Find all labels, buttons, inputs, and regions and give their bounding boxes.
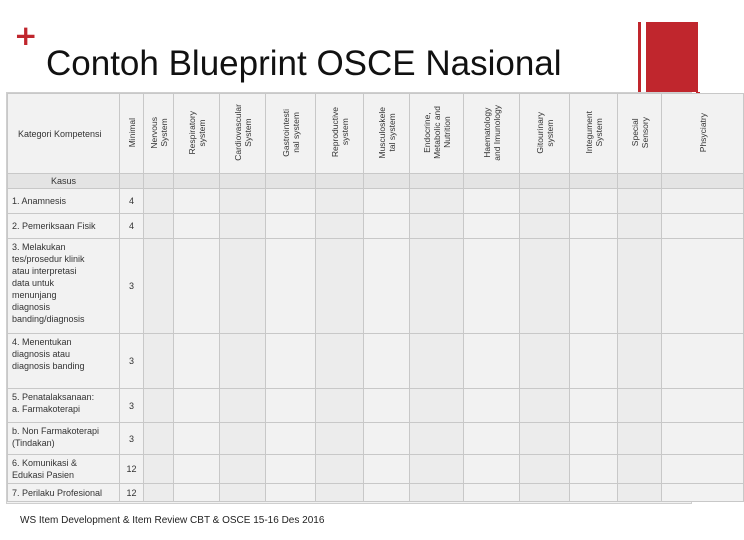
empty-cell <box>570 484 618 502</box>
empty-cell <box>618 389 662 423</box>
empty-cell <box>464 455 520 484</box>
table-row <box>8 455 744 484</box>
empty-cell <box>520 455 570 484</box>
empty-cell <box>662 214 744 239</box>
empty-cell <box>618 423 662 455</box>
empty-cell <box>618 334 662 389</box>
corner-label: Kategori Kompetensi <box>8 94 120 174</box>
slide-footer: WS Item Development & Item Review CBT & OSCE 15-16 Des 2016 <box>20 515 325 526</box>
empty-cell <box>266 239 316 334</box>
empty-cell <box>520 334 570 389</box>
empty-cell <box>174 389 220 423</box>
blueprint-table <box>7 93 744 502</box>
empty-cell <box>144 484 174 502</box>
header-system <box>464 94 520 174</box>
row-label: 3. Melakukan tes/prosedur klinik atau interpretasi data untuk menunjang diagnosis banding/diagnosis <box>8 239 120 334</box>
row-label: 1. Anamnesis <box>8 189 120 214</box>
empty-cell <box>316 239 364 334</box>
empty-cell <box>144 189 174 214</box>
empty-cell <box>570 214 618 239</box>
header-system <box>618 94 662 174</box>
empty-cell <box>410 189 464 214</box>
empty-cell <box>174 455 220 484</box>
empty-cell <box>364 214 410 239</box>
empty-cell <box>316 455 364 484</box>
kasus-cell <box>316 174 364 189</box>
empty-cell <box>464 389 520 423</box>
header-system <box>266 94 316 174</box>
empty-cell <box>410 455 464 484</box>
plus-mark: + <box>14 19 38 52</box>
empty-cell <box>410 389 464 423</box>
header-system <box>220 94 266 174</box>
header-system-text: Haematology and Imunology <box>481 104 502 161</box>
empty-cell <box>266 189 316 214</box>
empty-cell <box>316 423 364 455</box>
empty-cell <box>662 334 744 389</box>
header-system <box>364 94 410 174</box>
header-system <box>316 94 364 174</box>
empty-cell <box>364 455 410 484</box>
empty-cell <box>174 484 220 502</box>
kasus-cell <box>144 174 174 189</box>
empty-cell <box>266 423 316 455</box>
empty-cell <box>364 423 410 455</box>
header-minimal-text: Minimal <box>126 117 137 148</box>
table-row <box>8 214 744 239</box>
kasus-cell <box>266 174 316 189</box>
empty-cell <box>520 423 570 455</box>
empty-cell <box>410 214 464 239</box>
empty-cell <box>220 239 266 334</box>
header-system-text: Cardiovascular System <box>232 104 253 161</box>
kasus-cell <box>662 174 744 189</box>
header-system-text: Gitourinary system <box>534 111 555 154</box>
empty-cell <box>662 239 744 334</box>
empty-cell <box>174 239 220 334</box>
empty-cell <box>570 334 618 389</box>
table-row <box>8 189 744 214</box>
header-system-text: Endocrine, Metabolic and Nutrition <box>421 106 452 159</box>
empty-cell <box>662 423 744 455</box>
header-system-text: Phsyciatry <box>697 112 708 153</box>
kasus-label: Kasus <box>8 174 120 189</box>
kasus-cell <box>410 174 464 189</box>
empty-cell <box>174 423 220 455</box>
kasus-cell <box>520 174 570 189</box>
table-row <box>8 423 744 455</box>
empty-cell <box>570 423 618 455</box>
header-system-text: Integument System <box>583 111 604 154</box>
empty-cell <box>364 484 410 502</box>
empty-cell <box>144 423 174 455</box>
empty-cell <box>618 455 662 484</box>
kasus-cell <box>570 174 618 189</box>
row-label: 2. Pemeriksaan Fisik <box>8 214 120 239</box>
header-system-text: Respiratory system <box>186 110 207 155</box>
empty-cell <box>410 484 464 502</box>
empty-cell <box>266 214 316 239</box>
empty-cell <box>316 389 364 423</box>
empty-cell <box>464 239 520 334</box>
row-minimal-value: 4 <box>120 214 144 239</box>
empty-cell <box>316 214 364 239</box>
row-label: 6. Komunikasi & Edukasi Pasien <box>8 455 120 484</box>
empty-cell <box>174 189 220 214</box>
row-minimal-value: 3 <box>120 423 144 455</box>
empty-cell <box>266 455 316 484</box>
header-system-text: Musculoskele tal system <box>376 106 397 159</box>
empty-cell <box>174 334 220 389</box>
kasus-cell <box>174 174 220 189</box>
empty-cell <box>144 334 174 389</box>
row-minimal-value: 12 <box>120 484 144 502</box>
empty-cell <box>410 423 464 455</box>
kasus-cell <box>464 174 520 189</box>
accent-bar-thick <box>646 22 698 92</box>
table-row <box>8 239 744 334</box>
header-system <box>144 94 174 174</box>
empty-cell <box>464 189 520 214</box>
table-row <box>8 334 744 389</box>
header-system-text: Special Sensory <box>629 116 650 149</box>
kasus-cell <box>618 174 662 189</box>
empty-cell <box>570 389 618 423</box>
empty-cell <box>220 455 266 484</box>
header-system-text: Reproductive system <box>329 107 350 158</box>
accent-bar-thin <box>638 22 641 92</box>
slide-title: Contoh Blueprint OSCE Nasional <box>46 44 562 83</box>
empty-cell <box>520 389 570 423</box>
header-system <box>570 94 618 174</box>
header-minimal <box>120 94 144 174</box>
empty-cell <box>618 189 662 214</box>
empty-cell <box>364 389 410 423</box>
empty-cell <box>266 334 316 389</box>
empty-cell <box>220 389 266 423</box>
blueprint-table-image <box>6 92 708 504</box>
empty-cell <box>364 189 410 214</box>
empty-cell <box>144 239 174 334</box>
empty-cell <box>266 389 316 423</box>
empty-cell <box>364 239 410 334</box>
row-minimal-value: 3 <box>120 334 144 389</box>
empty-cell <box>570 239 618 334</box>
empty-cell <box>410 239 464 334</box>
empty-cell <box>520 214 570 239</box>
row-minimal-value: 3 <box>120 239 144 334</box>
empty-cell <box>464 334 520 389</box>
row-label: 5. Penatalaksanaan: a. Farmakoterapi <box>8 389 120 423</box>
kasus-cell <box>120 174 144 189</box>
header-system <box>410 94 464 174</box>
empty-cell <box>220 423 266 455</box>
empty-cell <box>316 484 364 502</box>
empty-cell <box>618 484 662 502</box>
header-row <box>8 94 744 174</box>
empty-cell <box>662 484 744 502</box>
empty-cell <box>220 484 266 502</box>
empty-cell <box>144 214 174 239</box>
header-system <box>174 94 220 174</box>
empty-cell <box>266 484 316 502</box>
empty-cell <box>570 455 618 484</box>
kasus-row <box>8 174 744 189</box>
empty-cell <box>316 334 364 389</box>
empty-cell <box>364 334 410 389</box>
empty-cell <box>220 189 266 214</box>
empty-cell <box>144 455 174 484</box>
empty-cell <box>570 189 618 214</box>
empty-cell <box>464 484 520 502</box>
header-system <box>662 94 744 174</box>
row-minimal-value: 4 <box>120 189 144 214</box>
empty-cell <box>464 423 520 455</box>
empty-cell <box>618 214 662 239</box>
empty-cell <box>144 389 174 423</box>
kasus-cell <box>364 174 410 189</box>
header-system-text: Nervous System <box>148 116 169 149</box>
kasus-cell <box>220 174 266 189</box>
row-minimal-value: 3 <box>120 389 144 423</box>
empty-cell <box>410 334 464 389</box>
empty-cell <box>662 389 744 423</box>
empty-cell <box>520 239 570 334</box>
table-row <box>8 389 744 423</box>
empty-cell <box>220 214 266 239</box>
empty-cell <box>662 189 744 214</box>
empty-cell <box>520 484 570 502</box>
empty-cell <box>618 239 662 334</box>
header-system <box>520 94 570 174</box>
row-label: 4. Menentukan diagnosis atau diagnosis banding <box>8 334 120 389</box>
row-minimal-value: 12 <box>120 455 144 484</box>
empty-cell <box>316 189 364 214</box>
header-system-text: Gastrointesti nal system <box>280 108 301 157</box>
empty-cell <box>662 455 744 484</box>
empty-cell <box>220 334 266 389</box>
row-label: 7. Perilaku Profesional <box>8 484 120 502</box>
empty-cell <box>520 189 570 214</box>
empty-cell <box>174 214 220 239</box>
row-label: b. Non Farmakoterapi (Tindakan) <box>8 423 120 455</box>
empty-cell <box>464 214 520 239</box>
table-row <box>8 484 744 502</box>
